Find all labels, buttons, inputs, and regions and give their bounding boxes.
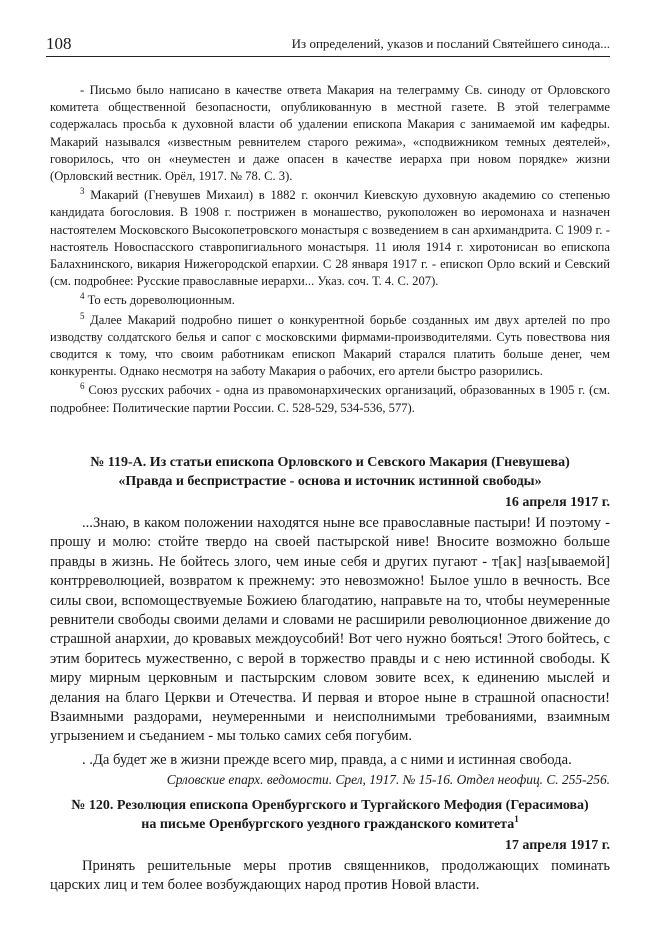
footnote-3 xyxy=(50,187,610,290)
footnote-6 xyxy=(50,382,610,416)
footnote-text: Союз русских рабочих - одна из правомонархических организаций, образованных в 1905 г. (см. подробнее: Политические партии России. С. 528-529, 534-536, 577). xyxy=(50,383,610,415)
footnote-text: - Письмо было написано в качестве ответа Макария на телеграмму Св. синоду от Орловского комитета общественной безопасности, опубликованную в местной газете. В этой телеграмме содержалась просьба к духовной власти об удалении епископа Макария с занимаемой им кафедры. Макарий назывался «известным ревнителем старого режима», «сподвижником темных деятелей», говорилось, что он «неуместен и даже опасен в качестве иерарха при новом порядке» жизни (Орловский вестник. Орёл, 1917. № 78. С. 3). xyxy=(50,83,610,184)
document-body xyxy=(50,857,610,896)
document-date: 16 апреля 1917 г. xyxy=(504,495,610,510)
footnote-text: То есть дореволюционным. xyxy=(87,293,235,308)
body-paragraph: Принять решительные меры против священников, продолжающих поминать царских лиц и тем более возбуждающих народ против Новой власти. xyxy=(50,858,610,894)
page-number: 108 xyxy=(46,34,72,53)
footnote-text: Макарий (Гневушев Михаил) в 1882 г. окончил Киевскую духовную академию со степенью кандидата богословия. В 1908 г. пострижен в монашество, рукоположен во иеромонаха и назначен настоятелем Московского Высокопетровского монастыря с возведением в сан архимандрита. С 1909 г. - настоятель Новоспасского ставропигиального монастыря. 11 июля 1914 г. хиротонисан во епископа Балахнинского, викария Нижегородской епархии. С 28 января 1917 г. - епископ Орло вский и Севский (см. подробнее: Русские православные иерархи... Указ. соч. Т. 4. С. 207). xyxy=(50,188,610,289)
footnote-marker: 5 xyxy=(80,310,85,321)
source-citation: Срловские епарх. ведомости. Срел, 1917. № 15-16. Отдел неофиц. С. 255-256. xyxy=(166,772,610,788)
title-line-1: № 120. Резолюция епископа Оренбургского и Тургайского Мефодия (Герасимова) xyxy=(71,798,589,813)
title-line-2: «Правда и беспристрастие - основа и источник истинной свободы» xyxy=(118,474,542,489)
document-date: 17 апреля 1917 г. xyxy=(504,838,610,853)
footnote-marker: 6 xyxy=(80,381,85,392)
body-paragraph: ...Знаю, в каком положении находятся ныне все православные пастыри! И поэтому - прошу и молю: стойте твердо на своей пастырской ниве! Вносите возможно больше правды в жизнь. Не бойтесь злого, чем иные себя и других пугают - т[ак] наз[ываемой] контрреволюцией, возвратом к прежнему: это невозможно! Былое ушло в вечность. Все силы свои, вспомоществуемые Божиею благодатию, направьте на то, чтобы неумеренные ревнители свободы своими делами и словами не расширили революционное движение до страшной анархии, до кровавых междоусобий! Вот чего нужно бояться! Этого бойтесь, с этим боритесь мужественно, с верой в торжество правды и с нею истинной свободы. К миру мирным церковным и пастырским словом зовите всех, к единению мыслей и делания на благо Церкви и Отечества. И первая и второе ныне в страшной опасности! Взаимными раздорами, неумеренными и неисполнимыми требованиями, взаимным угрызением и съеданием - мы только самих себя погубим. xyxy=(50,515,610,745)
title-line-2: на письме Оренбургского уездного гражданского комитета xyxy=(141,817,515,832)
footnote-marker: 4 xyxy=(80,291,85,302)
footnote-marker: 3 xyxy=(80,186,85,197)
document-title xyxy=(50,796,610,834)
closing-paragraph: . .Да будет же в жизни прежде всего мир, правда, а с ними и истинная свобода. xyxy=(82,751,572,768)
document-119a xyxy=(50,453,610,788)
document-title xyxy=(50,453,610,491)
footnote-marker: 1 xyxy=(514,814,519,824)
footnote-continued xyxy=(50,82,610,185)
page-header xyxy=(46,34,610,57)
footnote-5 xyxy=(50,312,610,381)
footnotes-block xyxy=(50,82,610,419)
footnote-text: Далее Макарий подробно пишет о конкурентной борьбе созданных им двух артелей по про изводству солдатского белья и сапог с московскими фирмами-производителями. Суть повествова ния сводится к тому, что своим работникам епископ Макарий старался платить больше денег, чем конкуренты. Однако несмотря на заботу Макария о рабочих, его артели быстро разорились. xyxy=(50,312,610,379)
document-120 xyxy=(50,796,610,896)
running-head: Из определений, указов и посланий Святейшего синода... xyxy=(291,36,610,51)
footnote-4 xyxy=(50,292,610,309)
document-body xyxy=(50,514,610,770)
title-line-1: № 119-А. Из статьи епископа Орловского и Севского Макария (Гневушева) xyxy=(90,455,570,470)
